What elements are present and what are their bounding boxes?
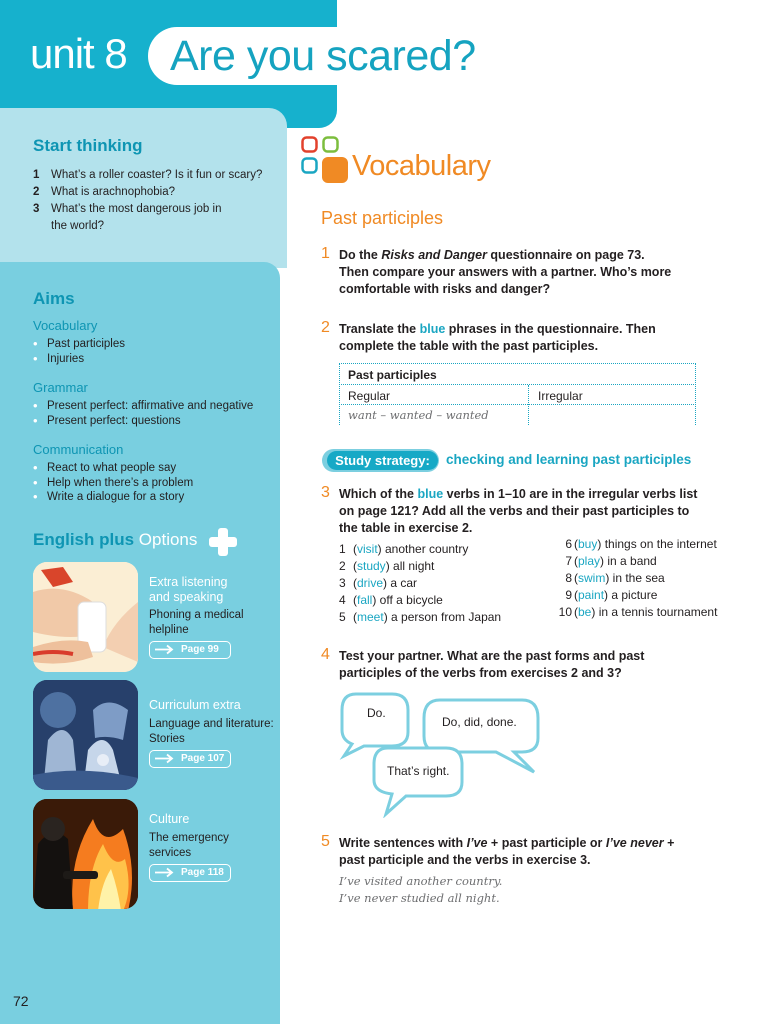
- exercise-number: 2: [321, 319, 330, 336]
- list-item: 2 What is arachnophobia?: [33, 186, 176, 198]
- table-header-irregular: Irregular: [538, 389, 583, 403]
- list-item: 10 (be) in a tennis tournament: [558, 605, 718, 619]
- aims-grammar-list: [33, 399, 253, 428]
- list-item: • Write a dialogue for a story: [33, 490, 193, 505]
- options-heading: English plus Options: [33, 530, 198, 549]
- list-item: • Past participles: [33, 337, 125, 352]
- stories-illustration: [33, 680, 138, 790]
- start-thinking-list: [33, 167, 283, 235]
- exercise-4-text: Test your partner. What are the past forms and past participles of the verbs from exercises 2 and 3?: [339, 649, 645, 680]
- aims-grammar-label: Grammar: [33, 380, 88, 395]
- option-description: The emergency services: [149, 832, 229, 859]
- list-item-continued: the world?: [51, 220, 105, 232]
- exercise-2-text: Translate the blue phrases in the questionnaire. Then complete the table with the past participles.: [339, 322, 656, 353]
- page-number: 72: [13, 993, 29, 1009]
- arrow-right-icon: [154, 867, 176, 878]
- example-sentence: I’ve never studied all night.: [339, 891, 500, 905]
- list-item: 1 What’s a roller coaster? Is it fun or scary?: [33, 169, 263, 181]
- unit-label: unit 8: [30, 30, 127, 77]
- exercise-3-text: Which of the blue verbs in 1–10 are in the irregular verbs list on page 121? Add all the verbs and their past participles to the table in exercise 2.: [339, 487, 698, 535]
- option-title: Extra listening and speaking: [149, 575, 228, 604]
- list-item: 4 (fall) off a bicycle: [339, 593, 443, 607]
- speech-bubble-text: Do.: [367, 706, 386, 720]
- option-description: Phoning a medical helpline: [149, 609, 244, 636]
- aims-vocabulary-list: [33, 337, 125, 366]
- table-header-regular: Regular: [348, 389, 391, 403]
- list-item: 8 (swim) in the sea: [565, 571, 665, 585]
- option-description: Language and literature: Stories: [149, 718, 274, 745]
- list-item: • Present perfect: questions: [33, 414, 253, 429]
- aims-vocabulary-label: Vocabulary: [33, 318, 98, 333]
- exercise-5-examples: [339, 873, 502, 907]
- list-item: • Present perfect: affirmative and negative: [33, 399, 253, 414]
- list-item: • React to what people say: [33, 461, 193, 476]
- page-title: Are you scared?: [170, 32, 476, 80]
- option-title: Culture: [149, 812, 190, 826]
- aims-heading: Aims: [33, 289, 75, 308]
- plus-icon: [207, 526, 239, 558]
- page-118-link[interactable]: Page 118: [149, 864, 231, 882]
- aims-communication-list: [33, 461, 193, 505]
- page-99-link[interactable]: Page 99: [149, 641, 231, 659]
- speech-bubble-text: Do, did, done.: [442, 715, 517, 729]
- list-item: 2 (study) all night: [339, 559, 435, 573]
- list-item: • Injuries: [33, 352, 125, 367]
- list-item: 1 (visit) another country: [339, 542, 469, 556]
- exercise-number: 5: [321, 833, 330, 850]
- example-sentence: I’ve visited another country.: [339, 874, 503, 888]
- exercise-number: 1: [321, 245, 330, 262]
- speech-bubble-text: That’s right.: [387, 764, 450, 778]
- vocabulary-squares-icon: [301, 136, 349, 184]
- vocabulary-heading: Vocabulary: [352, 150, 491, 182]
- option-title: Curriculum extra: [149, 698, 241, 712]
- exercise-5-text: Write sentences with I’ve + past participle or I’ve never + past participle and the verbs in exercise 3.: [339, 836, 675, 867]
- verbs-list-right: [552, 536, 762, 621]
- first-aid-photo: [33, 562, 138, 672]
- verbs-list-left: [339, 541, 549, 626]
- study-strategy-badge: Study strategy:: [327, 451, 438, 470]
- table-example: want – wanted – wanted: [348, 408, 489, 422]
- start-thinking-heading: Start thinking: [33, 136, 143, 155]
- exercise-number: 4: [321, 646, 330, 663]
- list-item: 7 (play) in a band: [565, 554, 657, 568]
- list-item: 3 What’s the most dangerous job in: [33, 203, 222, 215]
- list-item: 3 (drive) a car: [339, 576, 418, 590]
- past-participles-table: [339, 363, 696, 425]
- arrow-right-icon: [154, 644, 176, 655]
- list-item: 5 (meet) a person from Japan: [339, 610, 502, 624]
- firefighter-photo: [33, 799, 138, 909]
- exercise-number: 3: [321, 484, 330, 501]
- past-participles-subheading: Past participles: [321, 208, 444, 228]
- list-item: • Help when there’s a problem: [33, 476, 193, 491]
- aims-communication-label: Communication: [33, 442, 124, 457]
- study-strategy-text: checking and learning past participles: [446, 452, 692, 467]
- exercise-1-text: Do the Risks and Danger questionnaire on page 73. Then compare your answers with a partner. Who’s more comfortable with risks and danger?: [339, 248, 672, 296]
- list-item: 6 (buy) things on the internet: [565, 537, 717, 551]
- arrow-right-icon: [154, 753, 176, 764]
- page-107-link[interactable]: Page 107: [149, 750, 231, 768]
- list-item: 9 (paint) a picture: [565, 588, 658, 602]
- table-title: Past participles: [348, 368, 437, 382]
